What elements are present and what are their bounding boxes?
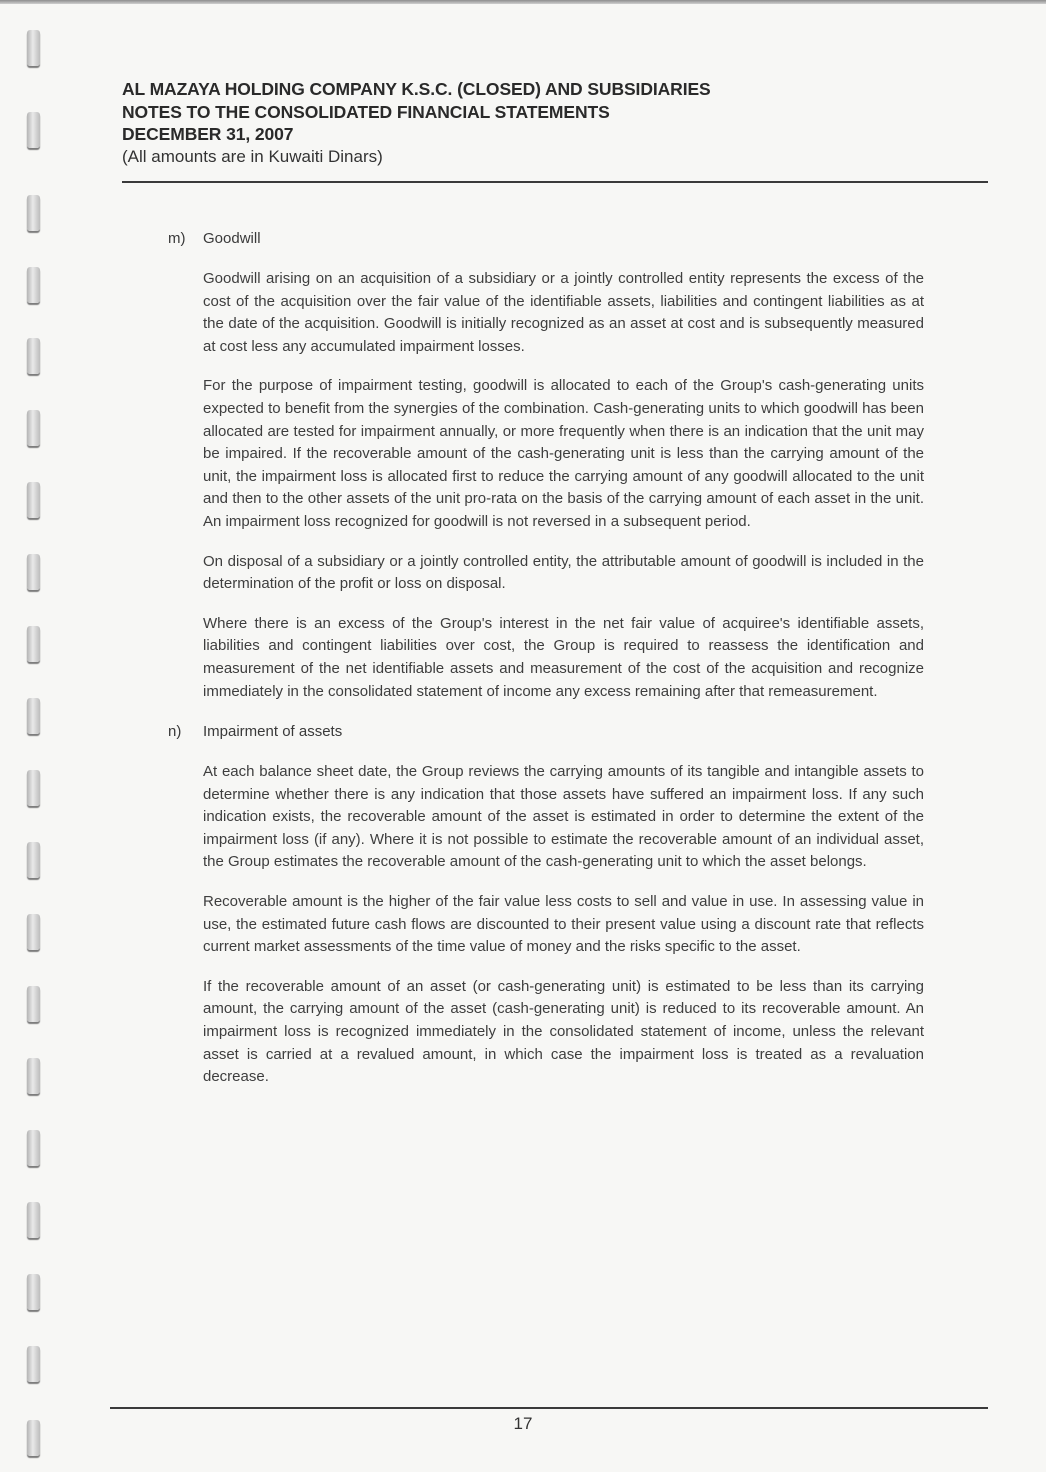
- paragraph: For the purpose of impairment testing, goodwill is allocated to each of the Group's cash-generating units expected to benefit from the synergies of the combination. Cash-generating units to which goodwill has been allocated are tested for impairment annually, or more frequently when there is an indication that the unit may be impaired. If the recoverable amount of the cash-generating unit is less than the carrying amount of the unit, the impairment loss is allocated first to reduce the carrying amount of any goodwill allocated to the unit and then to the other assets of the unit pro-rata on the basis of the carrying amount of each asset in the unit. An impairment loss recognized for goodwill is not reversed in a subsequent period.: [203, 377, 924, 530]
- paragraph: If the recoverable amount of an asset (or cash-generating unit) is estimated to be less than its carrying amount, the carrying amount of the asset (cash-generating unit) is reduced to its recoverable amount. An impairment loss is recognized immediately in the consolidated statement of income, unless the relevant asset is carried at a revalued amount, in which case the impairment loss is treated as a revaluation decrease.: [203, 977, 924, 1086]
- binding-hole: [27, 30, 40, 66]
- document-header: [122, 78, 988, 168]
- binding-hole: [27, 112, 40, 148]
- notes-body: [168, 228, 924, 1089]
- section-goodwill: [168, 228, 924, 703]
- section-heading: [168, 228, 924, 250]
- section-heading: [168, 721, 924, 743]
- binding-hole: [27, 842, 40, 878]
- paragraph: Goodwill arising on an acquisition of a subsidiary or a jointly controlled entity represents the excess of the cost of the acquisition over the fair value of the identifiable assets, liabilities and contingent liabilities as at the date of the acquisition. Goodwill is initially recognized as an asset at cost and is subsequently measured at cost less any accumulated impairment losses.: [203, 270, 924, 355]
- binding-hole: [27, 626, 40, 662]
- binding-hole: [27, 338, 40, 374]
- paragraph: Where there is an excess of the Group's interest in the net fair value of acquiree's identifiable assets, liabilities and contingent liabilities over cost, the Group is required to reassess the identification and measurement of the net identifiable assets and measurement of the cost of the acquisition and recognize immediately in the consolidated statement of income any excess remaining after that remeasurement.: [203, 614, 924, 700]
- binding-hole: [27, 770, 40, 806]
- section-letter: m): [168, 230, 186, 247]
- binding-hole: [27, 482, 40, 518]
- binding-hole: [27, 914, 40, 950]
- header-divider: [122, 181, 988, 183]
- paragraph: Recoverable amount is the higher of the fair value less costs to sell and value in use. In assessing value in use, the estimated future cash flows are discounted to their present value using a discount rate that reflects current market assessments of the time value of money and the risks specific to the asset.: [203, 893, 924, 956]
- binding-hole: [27, 698, 40, 734]
- binding-hole: [27, 1202, 40, 1238]
- paragraph: At each balance sheet date, the Group reviews the carrying amounts of its tangible and intangible assets to determine whether there is any indication that those assets have suffered an impairment loss. If any such indication exists, the recoverable amount of the asset is estimated in order to determine the extent of the impairment loss (if any). Where it is not possible to estimate the recoverable amount of an individual asset, the Group estimates the recoverable amount of the cash-generating unit to which the asset belongs.: [203, 763, 924, 871]
- page-top-edge: [0, 0, 1046, 4]
- binding-hole: [27, 554, 40, 590]
- binding-hole: [27, 1274, 40, 1310]
- company-name: AL MAZAYA HOLDING COMPANY K.S.C. (CLOSED) AND SUBSIDIARIES: [122, 79, 711, 99]
- statement-title: NOTES TO THE CONSOLIDATED FINANCIAL STATEMENTS: [122, 101, 610, 122]
- binding-hole: [27, 195, 40, 231]
- section-title: Impairment of assets: [203, 723, 343, 741]
- paragraph: On disposal of a subsidiary or a jointly controlled entity, the attributable amount of goodwill is included in the determination of the profit or loss on disposal.: [203, 552, 924, 593]
- binding-hole: [27, 1130, 40, 1166]
- binding-hole: [27, 267, 40, 303]
- footer-divider: [110, 1407, 988, 1409]
- binding-hole: [27, 410, 40, 446]
- statement-date: DECEMBER 31, 2007: [122, 124, 294, 144]
- binding-hole: [27, 1058, 40, 1094]
- binding-hole: [27, 986, 40, 1022]
- binding-hole: [27, 1346, 40, 1382]
- page-number: 17: [513, 1414, 533, 1433]
- section-letter: n): [168, 723, 182, 741]
- binding-holes: [27, 30, 43, 1470]
- currency-note: (All amounts are in Kuwaiti Dinars): [122, 146, 383, 166]
- section-title: Goodwill: [203, 230, 261, 247]
- section-impairment-of-assets: [168, 721, 924, 1089]
